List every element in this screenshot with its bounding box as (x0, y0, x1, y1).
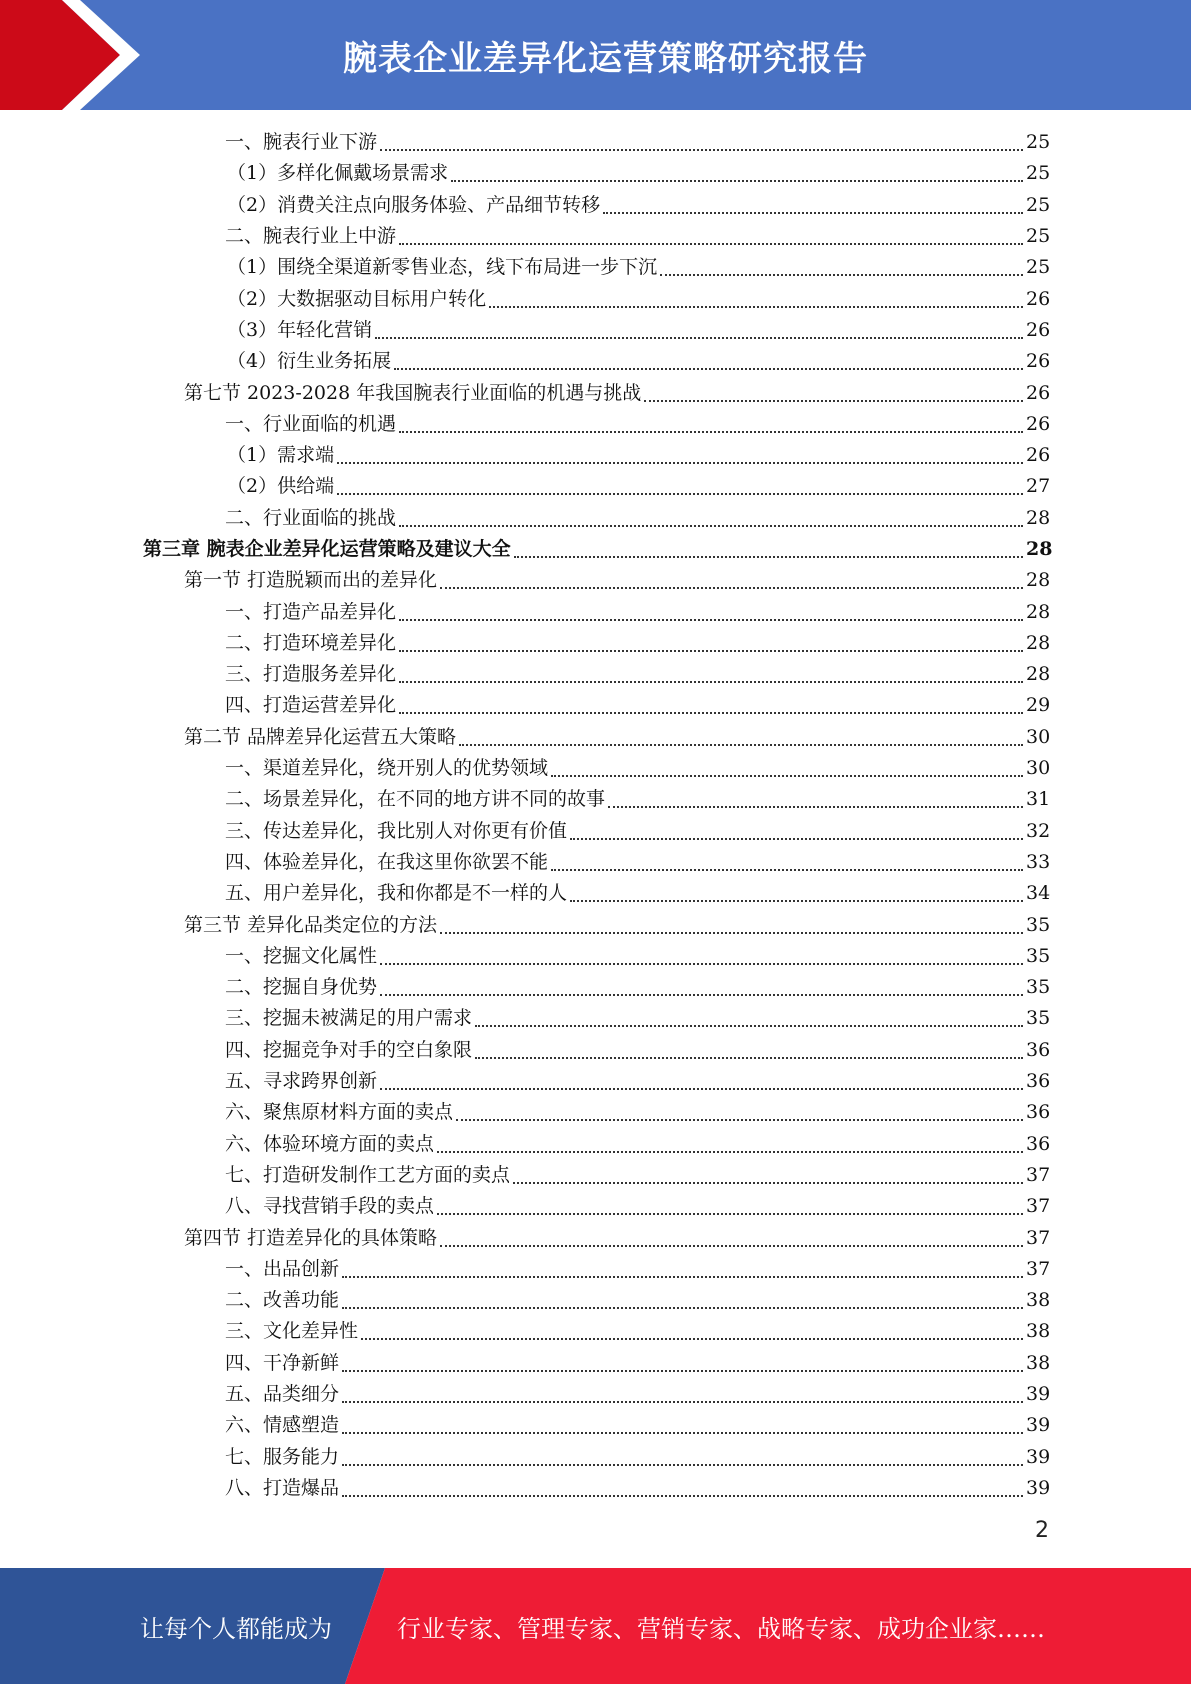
toc-dot-leader (440, 913, 1023, 934)
toc-entry[interactable] (0, 1285, 1191, 1316)
toc-entry[interactable] (0, 1473, 1191, 1504)
toc-entry[interactable] (0, 1222, 1191, 1253)
toc-entry[interactable] (0, 909, 1191, 940)
toc-entry[interactable] (0, 784, 1191, 815)
toc-entry[interactable] (0, 346, 1191, 377)
toc-entry-title: 一、腕表行业下游 (225, 131, 378, 154)
toc-entry[interactable] (0, 753, 1191, 784)
toc-entry[interactable] (0, 1410, 1191, 1441)
toc-entry[interactable] (0, 722, 1191, 753)
toc-dot-leader (342, 1257, 1023, 1278)
toc-entry-title: 二、腕表行业上中游 (225, 225, 397, 248)
toc-entry[interactable] (0, 972, 1191, 1003)
toc-entry[interactable] (0, 1348, 1191, 1379)
page-footer (0, 1568, 1191, 1684)
toc-dot-leader (399, 412, 1023, 433)
toc-entry-page: 36 (1026, 1101, 1051, 1124)
toc-entry-page: 35 (1026, 944, 1051, 967)
toc-dot-leader (608, 787, 1023, 808)
page-number: 2 (1035, 1518, 1049, 1543)
toc-entry-page: 25 (1026, 193, 1051, 216)
toc-entry-title: 六、体验环境方面的卖点 (225, 1132, 435, 1155)
footer-slogan-right: 行业专家、管理专家、营销专家、战略专家、成功企业家…… (397, 1614, 1045, 1643)
toc-entry-page: 25 (1026, 131, 1051, 154)
toc-entry-title: （2）大数据驱动目标用户转化 (227, 287, 487, 310)
toc-entry-title: 二、打造环境差异化 (225, 631, 397, 654)
toc-dot-leader (440, 568, 1023, 589)
toc-entry-page: 25 (1026, 162, 1051, 185)
toc-dot-leader (342, 1413, 1023, 1434)
toc-dot-leader (380, 130, 1023, 151)
toc-dot-leader (570, 881, 1023, 902)
toc-entry[interactable] (0, 158, 1191, 189)
toc-entry-title: 二、改善功能 (225, 1289, 340, 1312)
toc-entry-title: 四、挖掘竞争对手的空白象限 (225, 1038, 473, 1061)
toc-entry-page: 39 (1026, 1383, 1051, 1406)
toc-entry[interactable] (0, 252, 1191, 283)
toc-entry-page: 34 (1026, 882, 1051, 905)
toc-entry[interactable] (0, 1316, 1191, 1347)
toc-entry[interactable] (0, 941, 1191, 972)
toc-entry-page: 37 (1026, 1257, 1051, 1280)
toc-dot-leader (399, 506, 1023, 527)
toc-entry-page: 39 (1026, 1414, 1051, 1437)
toc-entry-page: 39 (1026, 1445, 1051, 1468)
toc-entry[interactable] (0, 1254, 1191, 1285)
toc-entry-title: 六、聚焦原材料方面的卖点 (225, 1101, 454, 1124)
toc-entry-page: 36 (1026, 1070, 1051, 1093)
toc-entry-page: 26 (1026, 412, 1051, 435)
toc-entry[interactable] (0, 1097, 1191, 1128)
toc-entry-title: 四、体验差异化，在我这里你欲罢不能 (225, 850, 549, 873)
toc-dot-leader (342, 1288, 1023, 1309)
toc-dot-leader (513, 1163, 1023, 1184)
toc-entry-title: （1）围绕全渠道新零售业态，线下布局进一步下沉 (227, 256, 658, 279)
toc-entry[interactable] (0, 190, 1191, 221)
toc-entry-title: （2）消费关注点向服务体验、产品细节转移 (227, 193, 601, 216)
toc-entry[interactable] (0, 1191, 1191, 1222)
toc-entry-title: 一、打造产品差异化 (225, 600, 397, 623)
toc-entry[interactable] (0, 534, 1191, 565)
toc-entry-page: 25 (1026, 225, 1051, 248)
toc-entry-title: 五、寻求跨界创新 (225, 1070, 378, 1093)
toc-dot-leader (644, 381, 1023, 402)
toc-entry-page: 28 (1026, 538, 1053, 560)
toc-entry-page: 37 (1026, 1226, 1051, 1249)
toc-entry-title: 四、干净新鲜 (225, 1351, 340, 1374)
toc-entry-page: 35 (1026, 913, 1051, 936)
toc-entry-page: 36 (1026, 1132, 1051, 1155)
toc-entry-title: 一、挖掘文化属性 (225, 944, 378, 967)
toc-dot-leader (337, 474, 1023, 495)
toc-dot-leader (337, 443, 1023, 464)
toc-dot-leader (361, 1319, 1023, 1340)
toc-entry-page: 35 (1026, 1007, 1051, 1030)
table-of-contents (0, 127, 1191, 1504)
toc-entry-title: 第三章 腕表企业差异化运营策略及建议大全 (143, 538, 511, 560)
toc-entry-page: 39 (1026, 1476, 1051, 1499)
toc-entry-page: 28 (1026, 569, 1051, 592)
toc-dot-leader (459, 725, 1023, 746)
footer-slogan-left: 让每个人都能成为 (140, 1614, 332, 1643)
toc-entry-title: （1）多样化佩戴场景需求 (227, 162, 449, 185)
toc-entry[interactable] (0, 1003, 1191, 1034)
toc-entry-title: 三、挖掘未被满足的用户需求 (225, 1007, 473, 1030)
toc-entry[interactable] (0, 1129, 1191, 1160)
toc-entry-title: 五、用户差异化，我和你都是不一样的人 (225, 882, 568, 905)
toc-entry-page: 26 (1026, 350, 1051, 373)
toc-entry[interactable] (0, 471, 1191, 502)
toc-entry-title: 二、场景差异化，在不同的地方讲不同的故事 (225, 788, 606, 811)
toc-entry[interactable] (0, 659, 1191, 690)
toc-entry-page: 38 (1026, 1320, 1051, 1343)
toc-entry-title: （3）年轻化营销 (227, 318, 373, 341)
toc-dot-leader (342, 1445, 1023, 1466)
toc-entry[interactable] (0, 440, 1191, 471)
toc-dot-leader (660, 255, 1023, 276)
toc-entry-title: 第四节 打造差异化的具体策略 (184, 1226, 438, 1249)
toc-entry-title: 第一节 打造脱颖而出的差异化 (184, 569, 438, 592)
toc-entry[interactable] (0, 878, 1191, 909)
toc-dot-leader (380, 975, 1023, 996)
toc-entry-title: 二、挖掘自身优势 (225, 976, 378, 999)
toc-dot-leader (489, 287, 1023, 308)
toc-entry-page: 38 (1026, 1351, 1051, 1374)
toc-entry[interactable] (0, 283, 1191, 314)
toc-entry[interactable] (0, 690, 1191, 721)
toc-entry[interactable] (0, 565, 1191, 596)
toc-dot-leader (342, 1382, 1023, 1403)
toc-entry-page: 35 (1026, 976, 1051, 999)
toc-entry-title: 八、寻找营销手段的卖点 (225, 1195, 435, 1218)
toc-entry-page: 26 (1026, 444, 1051, 467)
toc-entry-title: 四、打造运营差异化 (225, 694, 397, 717)
report-title: 腕表企业差异化运营策略研究报告 (343, 38, 868, 79)
toc-entry[interactable] (0, 628, 1191, 659)
toc-entry-page: 36 (1026, 1038, 1051, 1061)
toc-dot-leader (399, 631, 1023, 652)
toc-entry-page: 28 (1026, 663, 1051, 686)
page-header (0, 0, 1191, 110)
toc-entry[interactable] (0, 1379, 1191, 1410)
toc-entry-title: 一、行业面临的机遇 (225, 412, 397, 435)
toc-dot-leader (456, 1100, 1023, 1121)
toc-dot-leader (437, 1132, 1023, 1153)
toc-entry[interactable] (0, 1035, 1191, 1066)
toc-dot-leader (380, 1069, 1023, 1090)
toc-dot-leader (603, 193, 1023, 214)
toc-entry-page: 30 (1026, 757, 1051, 780)
toc-entry[interactable] (0, 816, 1191, 847)
toc-entry-page: 26 (1026, 287, 1051, 310)
toc-entry-title: （4）衍生业务拓展 (227, 350, 392, 373)
toc-entry-title: 三、打造服务差异化 (225, 663, 397, 686)
toc-entry-page: 30 (1026, 725, 1051, 748)
toc-dot-leader (342, 1476, 1023, 1497)
toc-entry-page: 32 (1026, 819, 1051, 842)
toc-entry-title: 三、文化差异性 (225, 1320, 359, 1343)
toc-dot-leader (475, 1006, 1023, 1027)
toc-entry[interactable] (0, 1160, 1191, 1191)
toc-dot-leader (399, 662, 1023, 683)
toc-entry-title: 第三节 差异化品类定位的方法 (184, 913, 438, 936)
toc-dot-leader (475, 1038, 1023, 1059)
toc-entry[interactable] (0, 127, 1191, 158)
toc-dot-leader (570, 819, 1023, 840)
toc-entry-title: （1）需求端 (227, 444, 335, 467)
toc-dot-leader (551, 756, 1023, 777)
toc-entry-title: 八、打造爆品 (225, 1476, 340, 1499)
toc-entry-title: 七、服务能力 (225, 1445, 340, 1468)
toc-dot-leader (399, 224, 1023, 245)
toc-entry[interactable] (0, 315, 1191, 346)
toc-entry-title: 第七节 2023-2028 年我国腕表行业面临的机遇与挑战 (184, 381, 642, 404)
toc-entry-title: 一、渠道差异化，绕开别人的优势领域 (225, 757, 549, 780)
toc-entry-title: 二、行业面临的挑战 (225, 506, 397, 529)
toc-entry-page: 28 (1026, 600, 1051, 623)
toc-entry-page: 38 (1026, 1289, 1051, 1312)
toc-entry[interactable] (0, 596, 1191, 627)
toc-entry-title: 第二节 品牌差异化运营五大策略 (184, 725, 457, 748)
toc-entry-page: 28 (1026, 506, 1051, 529)
toc-entry-title: 七、打造研发制作工艺方面的卖点 (225, 1163, 511, 1186)
toc-dot-leader (514, 537, 1023, 558)
toc-entry-page: 28 (1026, 631, 1051, 654)
toc-entry-page: 29 (1026, 694, 1051, 717)
toc-dot-leader (375, 318, 1023, 339)
toc-dot-leader (399, 693, 1023, 714)
toc-dot-leader (451, 161, 1023, 182)
toc-entry-page: 37 (1026, 1195, 1051, 1218)
toc-entry-title: 五、品类细分 (225, 1383, 340, 1406)
toc-entry-page: 26 (1026, 381, 1051, 404)
toc-entry[interactable] (0, 1441, 1191, 1472)
toc-dot-leader (440, 1226, 1023, 1247)
toc-entry[interactable] (0, 409, 1191, 440)
toc-dot-leader (399, 600, 1023, 621)
toc-entry-page: 37 (1026, 1163, 1051, 1186)
toc-entry-page: 25 (1026, 256, 1051, 279)
toc-entry-page: 31 (1026, 788, 1051, 811)
toc-entry[interactable] (0, 221, 1191, 252)
toc-dot-leader (551, 850, 1023, 871)
toc-entry-title: 一、出品创新 (225, 1257, 340, 1280)
toc-entry-page: 27 (1026, 475, 1051, 498)
toc-entry[interactable] (0, 847, 1191, 878)
toc-dot-leader (437, 1194, 1023, 1215)
toc-entry-title: 六、情感塑造 (225, 1414, 340, 1437)
toc-entry[interactable] (0, 377, 1191, 408)
toc-entry-page: 26 (1026, 318, 1051, 341)
toc-entry-title: （2）供给端 (227, 475, 335, 498)
toc-entry-page: 33 (1026, 850, 1051, 873)
toc-entry-title: 三、传达差异化，我比别人对你更有价值 (225, 819, 568, 842)
toc-entry[interactable] (0, 1066, 1191, 1097)
toc-dot-leader (394, 349, 1023, 370)
toc-entry[interactable] (0, 503, 1191, 534)
toc-dot-leader (380, 944, 1023, 965)
toc-dot-leader (342, 1351, 1023, 1372)
